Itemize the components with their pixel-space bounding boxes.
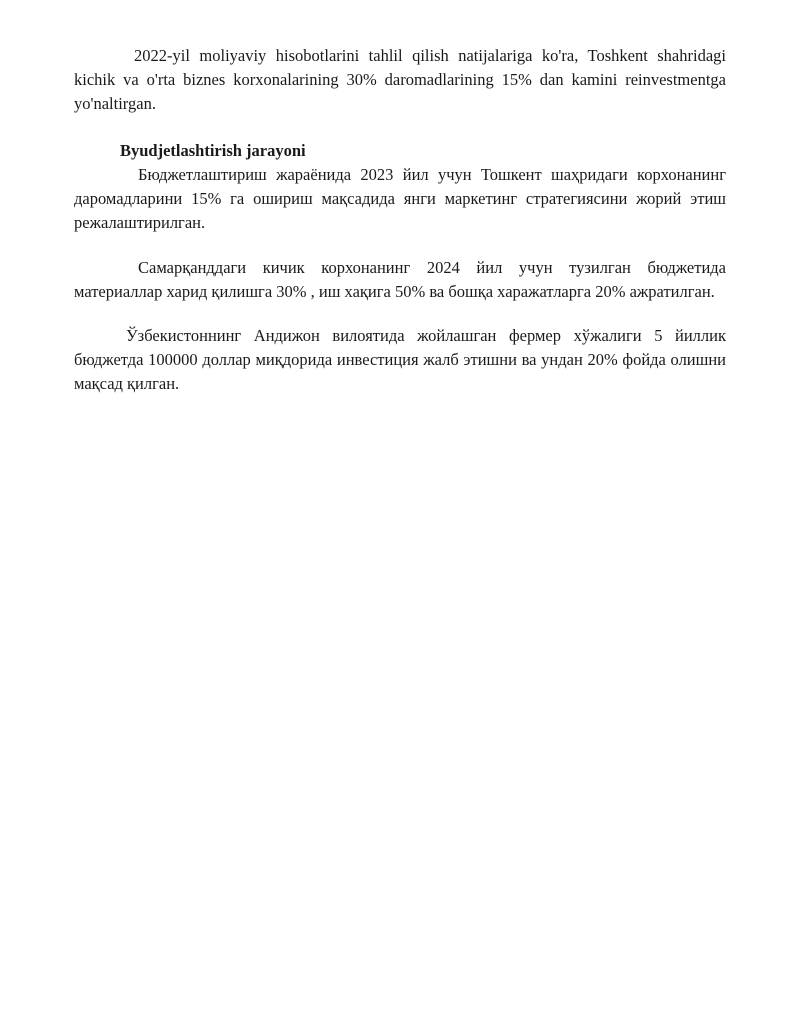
section-heading: Byudjetlashtirish jarayoni [120,141,306,160]
paragraph-reinvestment: 2022-yil moliyaviy hisobotlarini tahlil qilish natijalariga ko'ra, Toshkent shahridagi kichik va o'rta biznes korxonalarining 30% daromadlarining 15% dan kamini reinvestmentga yo'naltirgan. [74,46,726,113]
paragraph-budget-samarkand: Самарқанддаги кичик корхонанинг 2024 йил учун тузилган бюджетида материаллар харид қилишга 30% , иш хақига 50% ва бошқа харажатларга 20% ажратилган. [74,258,726,301]
paragraph-budgeting-tashkent: Бюджетлаштириш жараёнида 2023 йил учун Тошкент шаҳридаги корхонанинг даромадларини 15% га ошириш мақсадида янги маркетинг стратегиясини жорий этиш режалаштирилган. [74,165,726,232]
document-body [74,44,726,396]
paragraph-andijan-farm: Ўзбекистоннинг Андижон вилоятида жойлашган фермер хўжалиги 5 йиллик бюджетда 100000 доллар миқдорида инвестиция жалб этишни ва ундан 20% фойда олишни мақсад қилган. [74,326,726,393]
